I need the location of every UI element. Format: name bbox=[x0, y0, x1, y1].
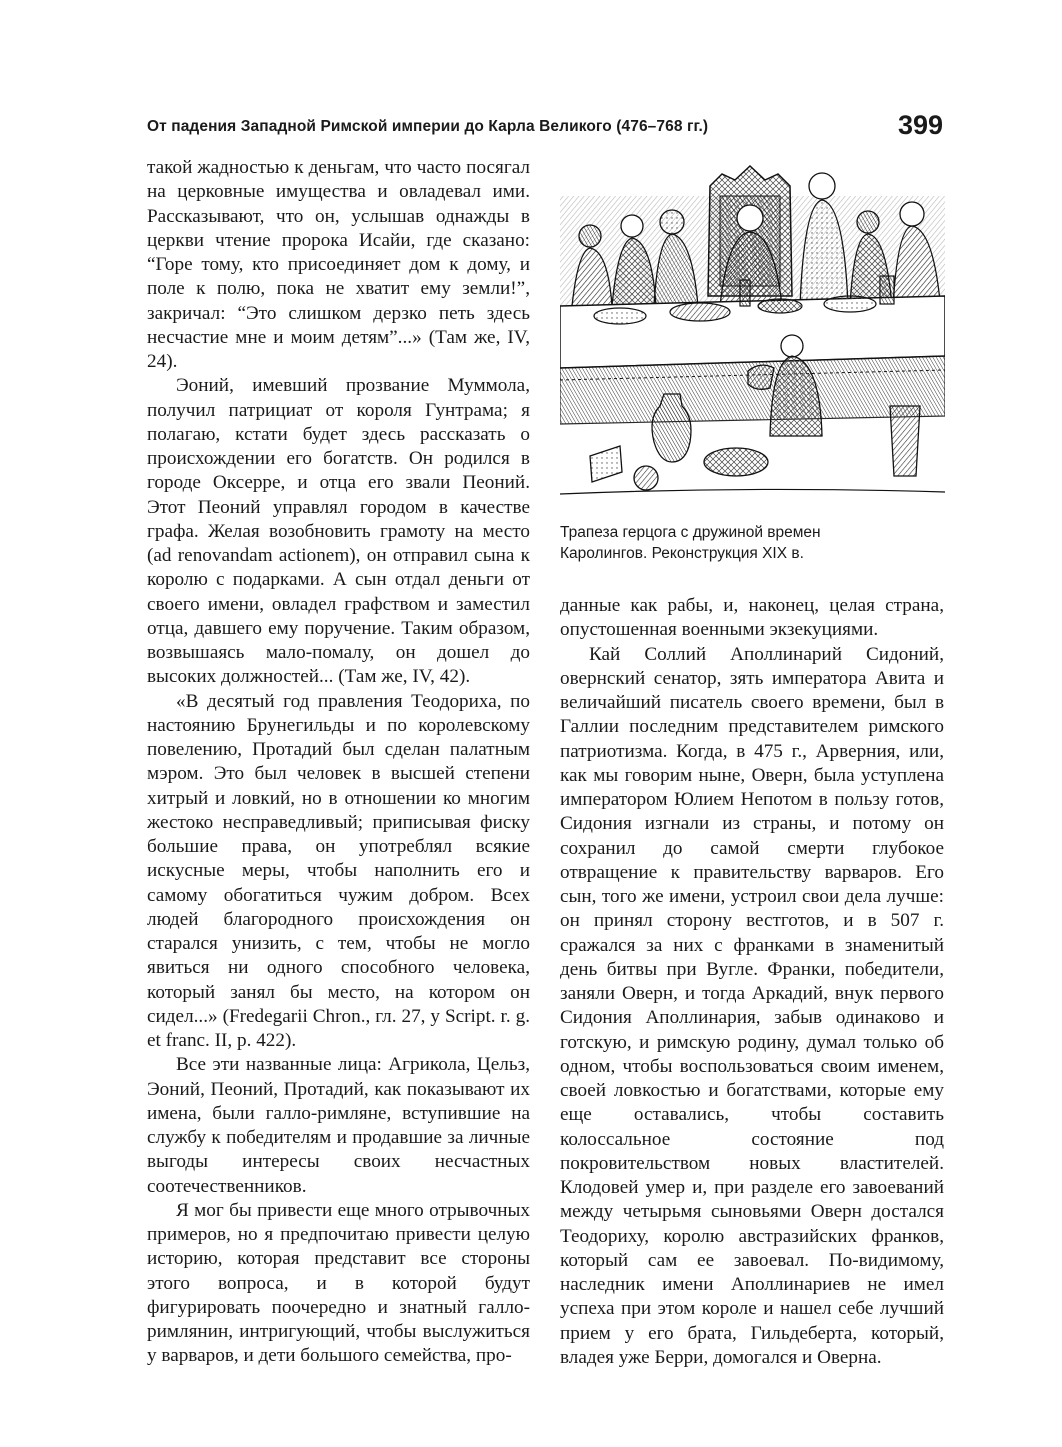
paragraph: «В десятый год правления Теодориха, по настоянию Брунегильды и по королевскому повелению, Протадий был сделан палатным мэром. Это был человек в высшей степени хитрый и ловкий, но в отношении ко многим жестоко несправедливый; приписывая фиску большие права, он употреблял всякие искусные меры, чтобы наполнить его и самому обогатиться чужим добром. Всех людей благородного происхождения он старался унизить, с тем, чтобы не могло явиться ни одного способного человека, который занял бы место, на котором он сидел...» (Fredegarii Chron., гл. 27, у Script. r. g. et franc. II, p. 422). bbox=[147, 690, 530, 1051]
feast-engraving-figure bbox=[560, 156, 945, 506]
caption-line: Каролингов. Реконструкция XIX в. bbox=[560, 545, 804, 562]
paragraph: Я мог бы привести еще много отрывочных примеров, но я предпочитаю привести целую историю, которая представит все стороны этого вопроса, и в которой будут фигурировать поочередно и знатный галло-римлянин, интригующий, чтобы выслужиться у варваров, и дети большого семейства, про- bbox=[147, 1199, 530, 1367]
running-title: От падения Западной Римской империи до Карла Великого (476–768 гг.) bbox=[147, 118, 709, 135]
figure-caption bbox=[560, 522, 944, 564]
left-text-column bbox=[147, 156, 530, 1369]
paragraph: такой жадностью к деньгам, что часто посягал на церковные имущества и овладевал ими. Рассказывают, что он, услышав однажды в церкви чтение пророка Исайи, где сказано: “Горе тому, кто присоединяет дом к дому, и поле к полю, пока не хватит ему земли!”, закричал: “Это слишком дерзко петь здесь несчастие мне и моим детям”...» (Там же, IV, 24). bbox=[147, 157, 530, 372]
paragraph: Все эти названные лица: Агрикола, Цельз, Эоний, Пеоний, Протадий, как показывают их имена, были галло-римляне, вступившие на службу к победителям и продавшие за личные выгоды интересы своих несчастных соотечественников. bbox=[147, 1054, 530, 1197]
paragraph: Кай Соллий Аполлинарий Сидоний, овернский сенатор, зять императора Авита и величайший писатель своего времени, был в Галлии последним представителем римского патриотизма. Когда, в 475 г., Арверния, или, как мы говорим ныне, Оверн, была уступлена императором Юлием Непотом в пользу готов, Сидония изгнали из страны, и потому он сохранил до самой смерти глубокое отвращение к правительству варваров. Его сын, того же имени, устроил свои дела лучше: он принял сторону вестготов, и в 507 г. сражался за них с франками в знаменитый день битвы при Вугле. Франки, победители, заняли Оверн, и тогда Аркадий, внук первого Сидония Аполлинария, забыв одинаково и готскую, и римскую родину, думал только об одном, чтобы воспользоваться своим именем, своей ловкостью и богатствами, которые ему еще оставались, чтобы составить колоссальное состояние под покровительством новых властителей. Клодовей умер и, при разделе его завоеваний между четырьмя сыновьями Оверн достался Теодориху, королю австразийских франков, который сам ее завоевал. По-видимому, наследник имени Аполлинариев не имел успеха при этом короле и нашел себе лучший прием у его брата, Гильдеберта, который, владея уже Берри, домогался и Оверна. bbox=[560, 643, 944, 1368]
paragraph: данные как рабы, и, наконец, целая страна, опустошенная военными экзекуциями. bbox=[560, 595, 944, 641]
page-number: 399 bbox=[897, 110, 943, 140]
paragraph: Эоний, имевший прозвание Муммола, получил патрициат от короля Гунтрама; я полагаю, кстати будет здесь рассказать о происхождении его богатств. Он родился в городе Оксерре, и отца его звали Пеоний. Этот Пеоний управлял городом в качестве графа. Желая возобновить грамоту на место (ad renovandam actionem), он отправил сына к королю с подарками. А сын отдал деньги от своего имени, овладел графством и заместил отца, давшего ему поручение. Таким образом, возвышаясь мало-помалу, он дошел до высоких должностей... (Там же, IV, 42). bbox=[147, 375, 530, 688]
running-head bbox=[147, 110, 947, 146]
engraving-feast-illustration-icon bbox=[560, 156, 945, 506]
right-text-column bbox=[560, 594, 944, 1370]
caption-line: Трапеза герцога с дружиной времен bbox=[560, 524, 821, 541]
